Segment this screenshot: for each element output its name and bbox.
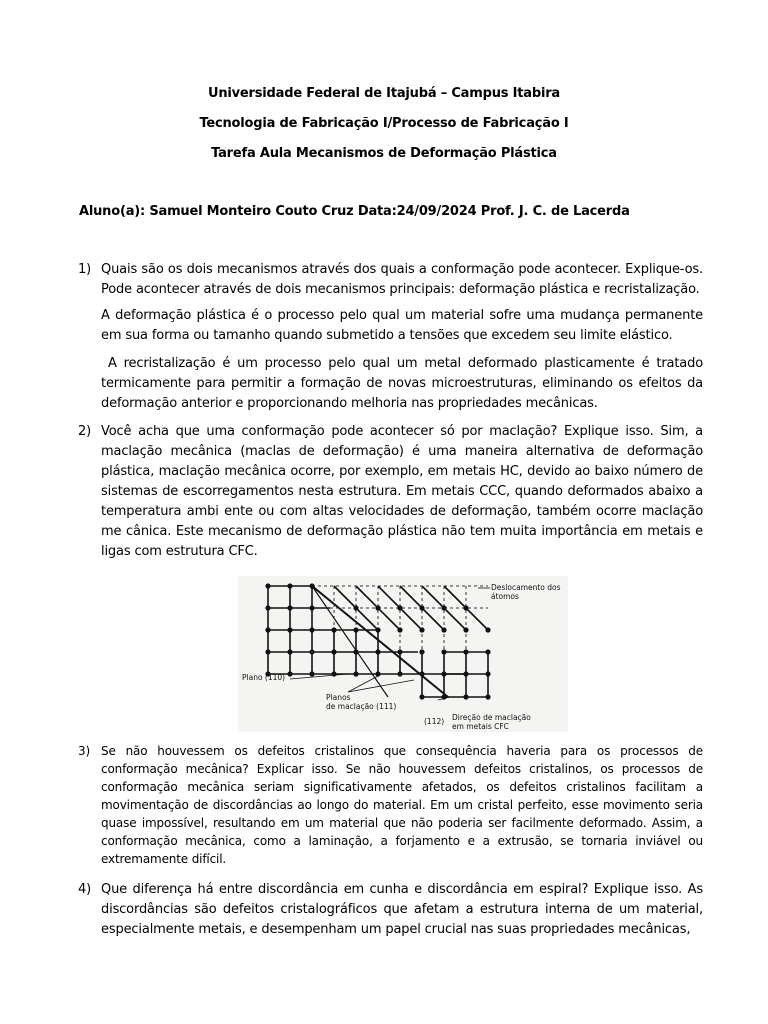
question-number: 4) bbox=[78, 882, 92, 897]
question-text: Você acha que uma conformação pode acontecer só por maclação? Explique isso. Sim, a maclação mecânica (maclas de deformação) é uma maneira alternativa de deformação plástica, maclação mecânica ocorre, por exemplo, em metais HC, devido ao baixo número de sistemas de escorregamentos nesta estrutura. Em metais CCC, quando deformados abaixo a temperatura ambi ente ou com altas velocidades de deformação, também ocorre maclação me cânica. Este mecanismo de deformação plástica não tem muita importância em metais e ligas com estrutura CFC. bbox=[101, 424, 703, 559]
course-title: Tecnologia de Fabricação I/Processo de Fabricação I bbox=[199, 116, 569, 131]
question-2 bbox=[78, 422, 703, 562]
label-plane: Plano (110) bbox=[242, 673, 286, 682]
label-twin-planes: Planos bbox=[326, 693, 351, 702]
twinning-diagram bbox=[238, 576, 568, 732]
question-text: Quais são os dois mecanismos através dos quais a conformação pode acontecer. Explique-os. Pode acontecer através de dois mecanismos principais: deformação plástica e recristalização. bbox=[101, 262, 703, 297]
answer-paragraph: A deformação plástica é o processo pelo qual um material sofre uma mudança permanente em sua forma ou tamanho quando submetido a tensões que excedem seu limite elástico. bbox=[101, 308, 703, 343]
label-twin-planes-2: de maclação (111) bbox=[326, 702, 397, 711]
task-title: Tarefa Aula Mecanismos de Deformação Plástica bbox=[211, 146, 557, 161]
label-displacement: Deslocamento dos bbox=[491, 583, 561, 592]
label-direction-2: em metais CFC bbox=[452, 722, 509, 731]
label-direction: Direção de maclação bbox=[452, 713, 531, 722]
question-1 bbox=[78, 260, 703, 300]
twinning-diagram-svg bbox=[238, 576, 568, 732]
question-number: 1) bbox=[78, 262, 92, 277]
question-text: Que diferença há entre discordância em cunha e discordância em espiral? Explique isso. As discordâncias são defeitos cristalográficos que afetam a estrutura interna de um material, especialmente metais, e desempenham um papel crucial nas suas propriedades mecânicas, bbox=[101, 882, 703, 937]
university-title: Universidade Federal de Itajubá – Campus Itabira bbox=[207, 86, 560, 101]
question-number: 2) bbox=[78, 424, 92, 439]
question-text: Se não houvessem os defeitos cristalinos que consequência haveria para os processos de conformação mecânica? Explicar isso. Se não houvessem defeitos cristalinos, os processos de conformação mecânica seriam significativamente afetados, os defeitos cristalinos facilitam a movimentação de discordâncias ao longo do material. Em um cristal perfeito, esse movimento seria quase impossível, resultando em um material que não poderia ser facilmente deformado. Assim, a conformação mecânica, como a laminação, a forjamento e a extrusão, se tornaria inviável ou extremamente difícil. bbox=[101, 744, 703, 866]
question-4 bbox=[78, 880, 703, 940]
answer-paragraph: A recristalização é um processo pelo qual um metal deformado plasticamente é tratado termicamente para permitir a formação de novas microestruturas, eliminando os efeitos da deformação anterior e proporcionando melhoria nas propriedades mecânicas. bbox=[101, 356, 707, 411]
question-3 bbox=[78, 742, 703, 868]
label-direction-code: (112) bbox=[424, 717, 445, 726]
question-number: 3) bbox=[78, 744, 91, 758]
label-displacement-2: átomos bbox=[491, 592, 519, 601]
student-info: Aluno(a): Samuel Monteiro Couto Cruz Data:24/09/2024 Prof. J. C. de Lacerda bbox=[79, 204, 630, 219]
